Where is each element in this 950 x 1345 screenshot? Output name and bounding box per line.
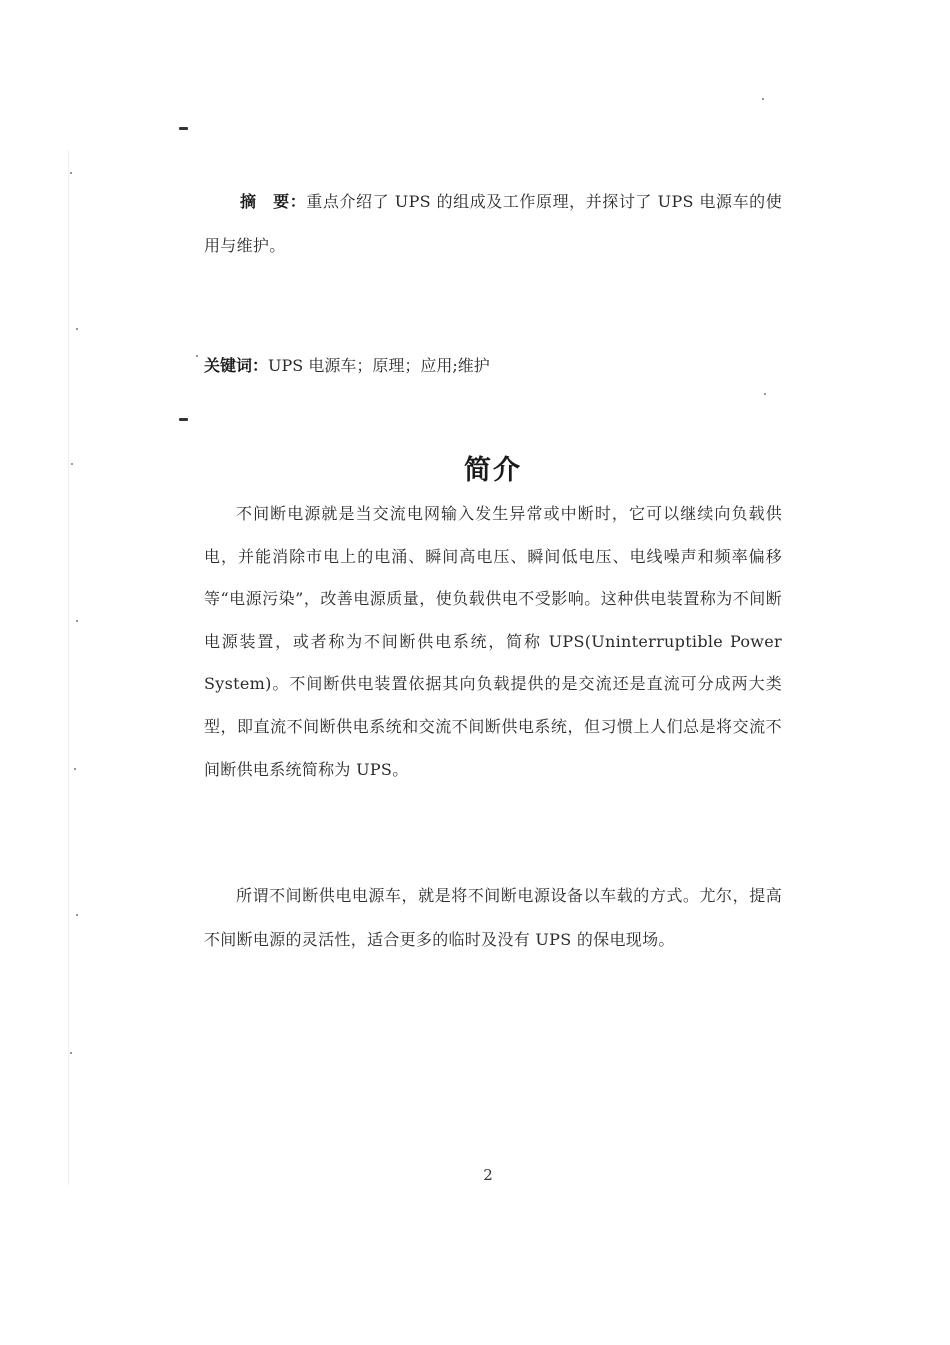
abstract-text: 重点介绍了 UPS 的组成及工作原理，并探讨了 UPS 电源车的使用与维护。 xyxy=(204,192,783,255)
scan-mark xyxy=(179,418,188,421)
scan-mark xyxy=(764,393,766,395)
keywords-text: UPS 电源车；原理；应用;维护 xyxy=(268,356,490,375)
abstract-label: 摘 要： xyxy=(240,192,307,211)
scan-mark xyxy=(70,1052,72,1054)
scan-mark xyxy=(76,914,78,916)
scan-mark xyxy=(74,768,76,770)
keywords-label: 关键词： xyxy=(204,356,269,375)
section-title: 简介 xyxy=(464,455,522,486)
scan-mark xyxy=(76,620,78,622)
keywords xyxy=(204,348,782,384)
scan-mark xyxy=(196,355,198,357)
scan-mark xyxy=(762,98,764,100)
scan-mark xyxy=(70,172,72,174)
paragraph-power-vehicle: 所谓不间断供电电源车，就是将不间断电源设备以车载的方式。尤尔，提高不间断电源的灵活性，适合更多的临时及没有 UPS 的保电现场。 xyxy=(204,886,782,949)
scan-mark xyxy=(76,328,78,330)
scan-mark xyxy=(179,127,188,130)
scan-edge xyxy=(68,150,69,1185)
page-number: 2 xyxy=(483,1166,493,1184)
abstract xyxy=(204,180,782,268)
paragraph-intro: 不间断电源就是当交流电网输入发生异常或中断时，它可以继续向负载供电，并能消除市电上的电涌、瞬间高电压、瞬间低电压、电线噪声和频率偏移等“电源污染”，改善电源质量，使负载供电不受影响。这种供电装置称为不间断电源装置，或者称为不间断供电系统，简称 UPS(Uninterruptible Power System)。不间断供电装置依据其向负载提供的是交流还是直流可分成两大类型，即直流不间断供电系统和交流不间断供电系统，但习惯上人们总是将交流不间断供电系统简称为 UPS。 xyxy=(204,504,782,779)
